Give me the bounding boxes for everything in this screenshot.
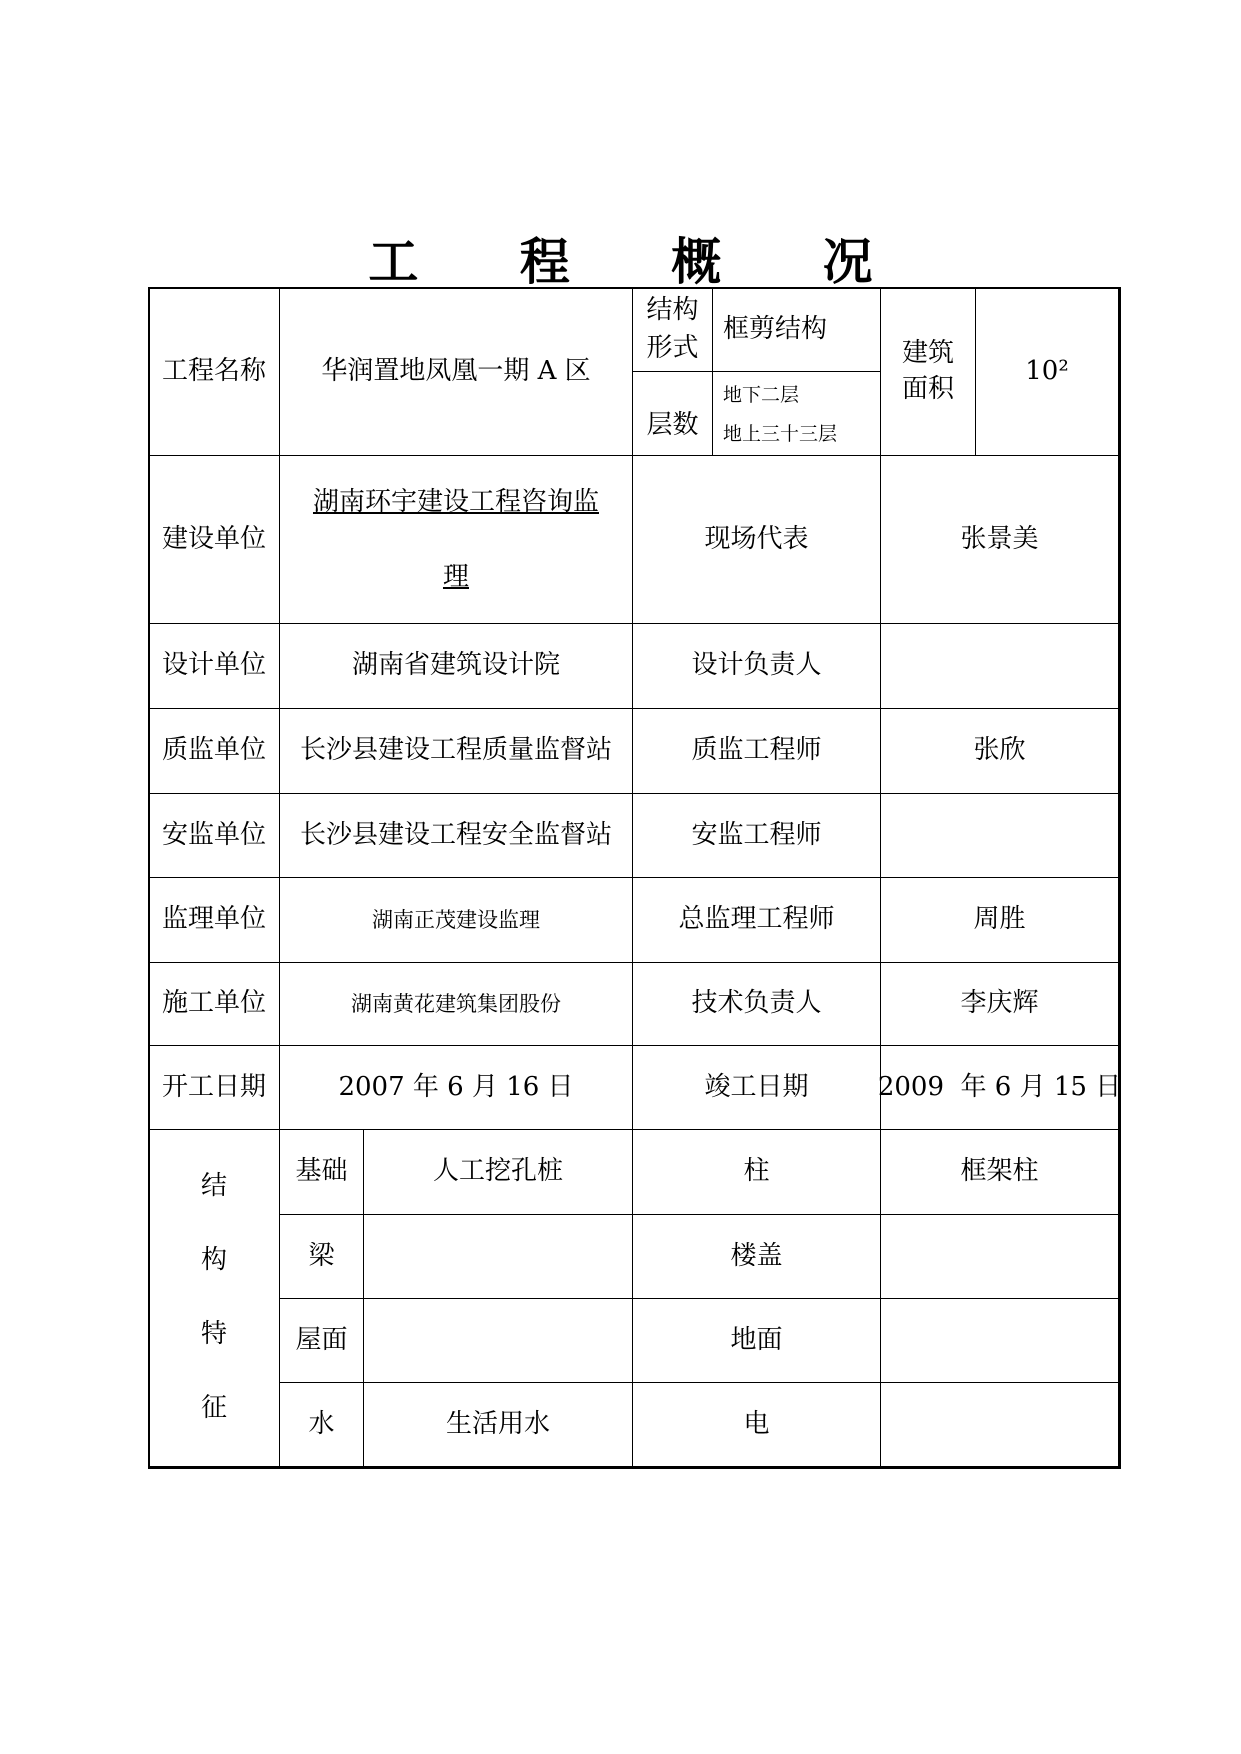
- safety-role: [632, 793, 881, 878]
- owner-value: [279, 455, 633, 624]
- feature-label: [279, 1382, 364, 1467]
- start-date-label: [148, 1045, 280, 1130]
- person-text: 张欣: [973, 735, 1026, 766]
- label-text: 梁: [308, 1240, 335, 1271]
- project-name-label: [148, 287, 280, 456]
- supervision-value: [279, 877, 633, 963]
- start-date-value: [279, 1045, 633, 1130]
- person-text: 李庆辉: [960, 988, 1039, 1019]
- design-person: [880, 623, 1119, 709]
- role-text: 设计负责人: [691, 650, 822, 681]
- label-text: 屋面: [295, 1324, 348, 1355]
- label-text: 质监单位: [161, 735, 266, 766]
- supervision-role: [632, 877, 881, 963]
- owner-label: [148, 455, 280, 624]
- person-text: 张景美: [960, 523, 1039, 554]
- value-text: 2009 年 6 月 15 日: [877, 1071, 1122, 1102]
- floors-above: 地上三十三层: [723, 423, 838, 446]
- design-label: [148, 623, 280, 709]
- label-char: 征: [200, 1393, 227, 1424]
- structure-form-value: [712, 287, 881, 372]
- value-text: 框架柱: [960, 1156, 1039, 1187]
- value-text: 华润置地凤凰一期 A 区: [321, 355, 591, 386]
- value-text: 长沙县建设工程安全监督站: [299, 819, 612, 850]
- label-char: 构: [200, 1245, 227, 1276]
- feature-label: [279, 1298, 364, 1383]
- quality-label: [148, 708, 280, 794]
- label-text: 开工日期: [161, 1071, 266, 1102]
- floors-value: [712, 371, 881, 456]
- label-text: 竣工日期: [704, 1071, 809, 1102]
- label-text: 地面: [730, 1324, 783, 1355]
- owner-role: [632, 455, 881, 624]
- design-role: [632, 623, 881, 709]
- building-area-value: [975, 287, 1119, 456]
- person-text: 周胜: [973, 904, 1026, 935]
- construction-person: [880, 962, 1119, 1046]
- feature-label2: [632, 1129, 881, 1215]
- label-text: 水: [308, 1408, 335, 1439]
- safety-label: [148, 793, 280, 878]
- feature-value: [363, 1129, 633, 1215]
- role-text: 现场代表: [704, 523, 809, 554]
- end-date-value: [877, 1045, 1122, 1130]
- label-text: 层数: [646, 409, 699, 440]
- supervision-label: [148, 877, 280, 963]
- value-text: 湖南省建筑设计院: [351, 650, 560, 681]
- label-text: 电: [743, 1408, 770, 1439]
- label-text: 设计单位: [161, 650, 266, 681]
- structure-features-label: [148, 1129, 280, 1467]
- owner-person: [880, 455, 1119, 624]
- label-line: 结构: [646, 294, 699, 325]
- feature-value2: [880, 1214, 1119, 1299]
- role-text: 技术负责人: [691, 988, 822, 1019]
- value-text: 湖南正茂建设监理: [372, 907, 540, 932]
- value-line: 湖南环宇建设工程咨询监: [312, 487, 599, 518]
- label-text: 楼盖: [730, 1240, 783, 1271]
- label-text: 工程名称: [161, 355, 266, 386]
- value-text: 框剪结构: [723, 314, 828, 344]
- value-text: 2007 年 6 月 16 日: [338, 1071, 574, 1102]
- role-text: 安监工程师: [691, 819, 822, 850]
- safety-person: [880, 793, 1119, 878]
- construction-value: [279, 962, 633, 1046]
- label-line: 形式: [646, 332, 699, 363]
- feature-value2: [880, 1129, 1119, 1215]
- feature-label2: [632, 1298, 881, 1383]
- label-text: 建设单位: [161, 523, 266, 554]
- label-text: 基础: [295, 1156, 348, 1187]
- quality-person: [880, 708, 1119, 794]
- feature-value: [363, 1214, 633, 1299]
- feature-label: [279, 1129, 364, 1215]
- value-text: 人工挖孔桩: [432, 1156, 563, 1187]
- supervision-person: [880, 877, 1119, 963]
- value-line: 理: [442, 561, 469, 592]
- value-text: 湖南黄花建筑集团股份: [351, 991, 561, 1016]
- label-text: 柱: [743, 1156, 770, 1187]
- construction-role: [632, 962, 881, 1046]
- label-line: 建筑: [901, 338, 954, 369]
- design-value: [279, 623, 633, 709]
- value-text: 长沙县建设工程质量监督站: [299, 735, 612, 766]
- safety-value: [279, 793, 633, 878]
- floors-label: [632, 371, 713, 456]
- floors-below: 地下二层: [723, 383, 800, 406]
- project-name-value: [279, 287, 633, 456]
- feature-label2: [632, 1382, 881, 1467]
- role-text: 质监工程师: [691, 735, 822, 766]
- label-char: 结: [200, 1171, 227, 1202]
- construction-label: [148, 962, 280, 1046]
- label-text: 监理单位: [161, 904, 266, 935]
- building-area-label: [880, 287, 976, 456]
- end-date-label: [632, 1045, 881, 1130]
- label-line: 面积: [901, 373, 954, 404]
- label-char: 特: [200, 1319, 227, 1350]
- feature-value: [363, 1382, 633, 1467]
- quality-role: [632, 708, 881, 794]
- feature-label: [279, 1214, 364, 1299]
- structure-form-label: [632, 287, 713, 372]
- value-text: 生活用水: [445, 1408, 550, 1439]
- feature-value2: [880, 1382, 1119, 1467]
- value-text: 10²: [1025, 355, 1069, 386]
- label-text: 安监单位: [161, 819, 266, 850]
- page-title: 工 程 概 况: [368, 233, 915, 291]
- feature-label2: [632, 1214, 881, 1299]
- role-text: 总监理工程师: [678, 904, 835, 935]
- feature-value2: [880, 1298, 1119, 1383]
- quality-value: [279, 708, 633, 794]
- feature-value: [363, 1298, 633, 1383]
- label-text: 施工单位: [161, 988, 266, 1019]
